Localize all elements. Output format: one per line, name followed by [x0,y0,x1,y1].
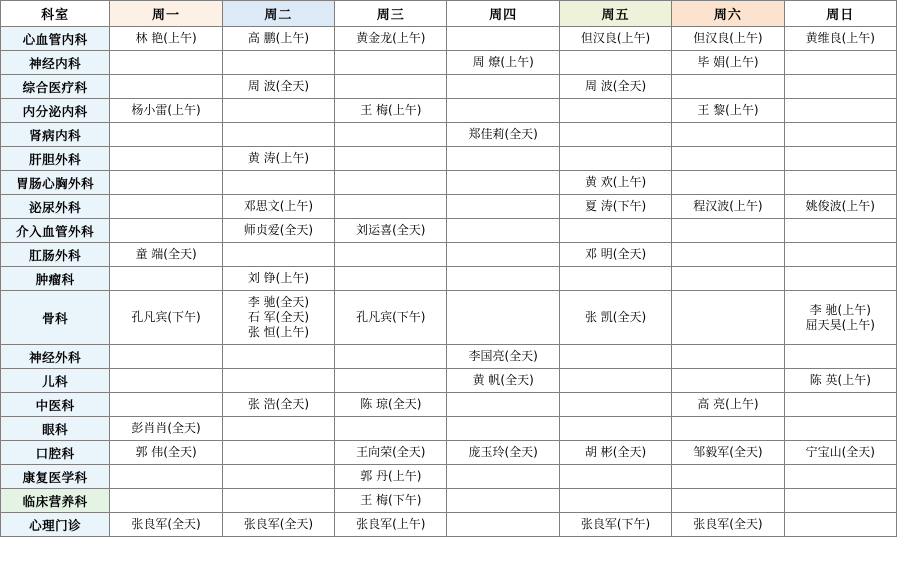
schedule-cell [222,369,334,393]
doctor-entry: 黄金龙(上午) [356,31,426,45]
schedule-cell [222,291,334,345]
schedule-cell [784,219,896,243]
schedule-cell [110,369,222,393]
table-row [1,513,897,537]
doctor-entry: 刘 铮(上午) [247,271,310,285]
schedule-cell [672,147,784,171]
doctor-entry: 李 驰(上午) [809,302,871,317]
schedule-cell [447,417,559,441]
schedule-cell [559,195,671,219]
doctor-entry: 张良军(全天) [243,517,314,531]
table-row [1,393,897,417]
department-name: 心血管内科 [1,27,110,51]
department-name: 介入血管外科 [1,219,110,243]
table-row [1,99,897,123]
doctor-entry: 毕 娟(上午) [697,55,759,69]
doctor-entry: 黄 涛(上午) [247,151,310,165]
schedule-cell [559,441,671,465]
schedule-cell [110,195,222,219]
schedule-cell [784,417,896,441]
doctor-entry: 王 梅(上午) [360,103,422,117]
doctor-entry: 张良军(上午) [356,517,426,531]
schedule-cell [559,219,671,243]
department-name: 中医科 [1,393,110,417]
schedule-cell [447,195,559,219]
doctor-entry: 程汉波(上午) [693,199,763,213]
schedule-cell [335,489,447,513]
schedule-cell [784,27,896,51]
schedule-cell [222,123,334,147]
doctor-entry: 邓 明(全天) [584,247,647,261]
schedule-cell [110,393,222,417]
schedule-cell [672,513,784,537]
schedule-cell [784,51,896,75]
department-name: 肝胆外科 [1,147,110,171]
doctor-entry: 师贞爱(全天) [243,223,314,237]
schedule-cell [559,51,671,75]
department-name: 综合医疗科 [1,75,110,99]
schedule-cell [447,219,559,243]
schedule-cell [110,219,222,243]
doctor-entry: 石 军(全天) [247,310,310,324]
schedule-cell [672,393,784,417]
schedule-cell [672,291,784,345]
schedule-cell [110,513,222,537]
doctor-entry: 孔凡宾(下午) [131,310,201,324]
schedule-cell [672,489,784,513]
department-name: 泌尿外科 [1,195,110,219]
department-name: 眼科 [1,417,110,441]
doctor-entry: 邹毅军(全天) [693,445,763,459]
doctor-entry: 周 波(全天) [247,79,310,93]
schedule-cell [335,417,447,441]
schedule-cell [335,393,447,417]
schedule-cell [672,51,784,75]
doctor-entry: 郑佳莉(全天) [468,127,538,141]
doctor-entry: 胡 彬(全天) [584,445,647,459]
doctor-entry: 周 燎(上午) [472,55,534,69]
department-name: 临床营养科 [1,489,110,513]
column-header-wed: 周三 [335,1,447,27]
schedule-cell [110,417,222,441]
schedule-cell [559,393,671,417]
schedule-cell [447,171,559,195]
schedule-cell [110,99,222,123]
schedule-cell [335,27,447,51]
doctor-entry: 张良军(全天) [131,517,201,531]
schedule-cell [672,195,784,219]
doctor-entry: 姚俊波(上午) [805,199,875,213]
schedule-cell [559,513,671,537]
table-row [1,75,897,99]
table-row [1,195,897,219]
schedule-cell [447,75,559,99]
doctor-entry: 张 恒(上午) [247,325,310,339]
schedule-cell [335,75,447,99]
schedule-cell [784,243,896,267]
doctor-entry: 王 黎(上午) [697,103,759,117]
department-name: 神经外科 [1,345,110,369]
schedule-cell [110,345,222,369]
schedule-cell [672,219,784,243]
table-row [1,171,897,195]
doctor-entry: 夏 涛(下午) [584,199,647,213]
department-name: 康复医学科 [1,465,110,489]
schedule-cell [784,291,896,345]
schedule-cell [335,267,447,291]
schedule-cell [784,393,896,417]
schedule-cell [672,417,784,441]
column-header-tue: 周二 [222,1,334,27]
schedule-cell [447,513,559,537]
schedule-cell [672,369,784,393]
schedule-cell [110,171,222,195]
doctor-entry: 高 鹏(上午) [247,31,310,45]
schedule-cell [447,51,559,75]
schedule-cell [110,147,222,171]
schedule-cell [222,417,334,441]
schedule-cell [559,369,671,393]
schedule-cell [784,513,896,537]
schedule-cell [447,291,559,345]
schedule-cell [784,489,896,513]
column-header-dept: 科室 [1,1,110,27]
table-row [1,417,897,441]
table-row [1,267,897,291]
schedule-cell [335,441,447,465]
schedule-cell [335,123,447,147]
doctor-entry: 黄 帆(全天) [472,373,534,387]
schedule-cell [110,465,222,489]
column-header-thu: 周四 [447,1,559,27]
doctor-entry: 陈 英(上午) [809,373,871,387]
schedule-cell [222,99,334,123]
schedule-cell [784,465,896,489]
schedule-cell [672,27,784,51]
table-row [1,345,897,369]
table-row [1,465,897,489]
schedule-cell [110,243,222,267]
schedule-cell [672,171,784,195]
schedule-cell [672,441,784,465]
table-row [1,489,897,513]
schedule-cell [222,465,334,489]
schedule-cell [335,345,447,369]
doctor-entry: 彭肖肖(全天) [131,421,201,435]
schedule-cell [447,147,559,171]
schedule-cell [447,369,559,393]
schedule-cell [335,171,447,195]
schedule-cell [672,243,784,267]
doctor-entry: 张 浩(全天) [247,397,310,411]
doctor-entry: 张良军(下午) [580,517,651,531]
doctor-entry: 刘运喜(全天) [356,223,426,237]
schedule-cell [672,465,784,489]
table-row [1,27,897,51]
table-header [1,1,897,27]
schedule-cell [784,267,896,291]
schedule-cell [672,99,784,123]
schedule-cell [672,123,784,147]
doctor-entry: 王向荣(全天) [356,445,426,459]
schedule-cell [447,393,559,417]
schedule-cell [222,393,334,417]
table-row [1,291,897,345]
schedule-cell [110,291,222,345]
doctor-entry: 宁宝山(全天) [805,445,875,459]
schedule-cell [335,147,447,171]
schedule-cell [784,75,896,99]
schedule-cell [672,267,784,291]
doctor-entry: 陈 琼(全天) [360,397,422,411]
schedule-cell [335,513,447,537]
doctor-entry: 庞玉玲(全天) [468,445,538,459]
schedule-cell [335,369,447,393]
schedule-cell [222,489,334,513]
doctor-entry: 屈天昊(上午) [805,317,875,332]
department-name: 神经内科 [1,51,110,75]
schedule-cell [110,267,222,291]
department-name: 肛肠外科 [1,243,110,267]
header-row [1,1,897,27]
schedule-cell [110,27,222,51]
schedule-cell [559,267,671,291]
table-row [1,51,897,75]
schedule-cell [110,441,222,465]
doctor-entry: 王 梅(下午) [360,493,422,507]
schedule-cell [447,267,559,291]
schedule-cell [222,171,334,195]
table-body [1,27,897,537]
department-name: 肾病内科 [1,123,110,147]
schedule-cell [110,75,222,99]
department-name: 儿科 [1,369,110,393]
schedule-cell [335,51,447,75]
schedule-cell [222,75,334,99]
doctor-entry: 张良军(全天) [693,517,763,531]
table-row [1,243,897,267]
schedule-cell [672,345,784,369]
schedule-cell [447,465,559,489]
schedule-cell [335,465,447,489]
schedule-cell [784,99,896,123]
schedule-cell [222,513,334,537]
schedule-cell [559,99,671,123]
schedule-cell [559,147,671,171]
schedule-cell [784,123,896,147]
schedule-cell [110,489,222,513]
schedule-cell [335,219,447,243]
doctor-entry: 邓思文(上午) [243,199,314,213]
department-name: 胃肠心胸外科 [1,171,110,195]
doctor-entry: 但汉良(上午) [580,31,651,45]
schedule-cell [559,171,671,195]
schedule-cell [222,27,334,51]
schedule-cell [335,99,447,123]
schedule-cell [447,99,559,123]
schedule-cell [222,51,334,75]
doctor-entry: 张 凯(全天) [584,310,647,324]
schedule-cell [559,291,671,345]
doctor-entry: 孔凡宾(下午) [356,310,426,324]
schedule-cell [559,27,671,51]
schedule-cell [784,147,896,171]
doctor-entry: 黄维良(上午) [805,31,875,45]
doctor-entry: 高 亮(上午) [697,397,759,411]
table-row [1,219,897,243]
schedule-cell [447,27,559,51]
schedule-cell [784,369,896,393]
department-name: 口腔科 [1,441,110,465]
schedule-cell [559,75,671,99]
schedule-cell [447,489,559,513]
schedule-cell [447,243,559,267]
schedule-cell [784,171,896,195]
schedule-cell [784,345,896,369]
schedule-cell [447,345,559,369]
doctor-entry: 林 艳(上午) [135,31,197,45]
schedule-cell [447,441,559,465]
doctor-entry: 郭 伟(全天) [135,445,197,459]
table-row [1,369,897,393]
schedule-cell [559,123,671,147]
doctor-entry: 周 波(全天) [584,79,647,93]
department-name: 内分泌内科 [1,99,110,123]
column-header-sun: 周日 [784,1,896,27]
schedule-cell [672,75,784,99]
doctor-entry: 李国亮(全天) [468,349,538,363]
schedule-cell [222,243,334,267]
schedule-cell [559,489,671,513]
department-name: 肿瘤科 [1,267,110,291]
column-header-sat: 周六 [672,1,784,27]
schedule-cell [335,243,447,267]
schedule-cell [784,195,896,219]
doctor-entry: 童 端(全天) [135,247,197,261]
schedule-cell [559,345,671,369]
department-name: 骨科 [1,291,110,345]
schedule-cell [559,417,671,441]
column-header-mon: 周一 [110,1,222,27]
schedule-cell [447,123,559,147]
department-name: 心理门诊 [1,513,110,537]
schedule-cell [222,219,334,243]
table-row [1,147,897,171]
schedule-cell [222,267,334,291]
doctor-entry: 黄 欢(上午) [584,175,647,189]
schedule-cell [110,123,222,147]
column-header-fri: 周五 [559,1,671,27]
schedule-cell [222,147,334,171]
schedule-cell [335,195,447,219]
schedule-cell [222,345,334,369]
schedule-cell [222,441,334,465]
schedule-cell [335,291,447,345]
doctor-entry: 但汉良(上午) [693,31,763,45]
doctor-entry: 李 驰(全天) [247,295,310,309]
table-row [1,441,897,465]
doctor-entry: 杨小雷(上午) [131,103,201,117]
schedule-cell [222,195,334,219]
schedule-cell [784,441,896,465]
schedule-cell [110,51,222,75]
schedule-cell [559,465,671,489]
table-row [1,123,897,147]
schedule-cell [559,243,671,267]
doctor-entry: 郭 丹(上午) [360,469,422,483]
